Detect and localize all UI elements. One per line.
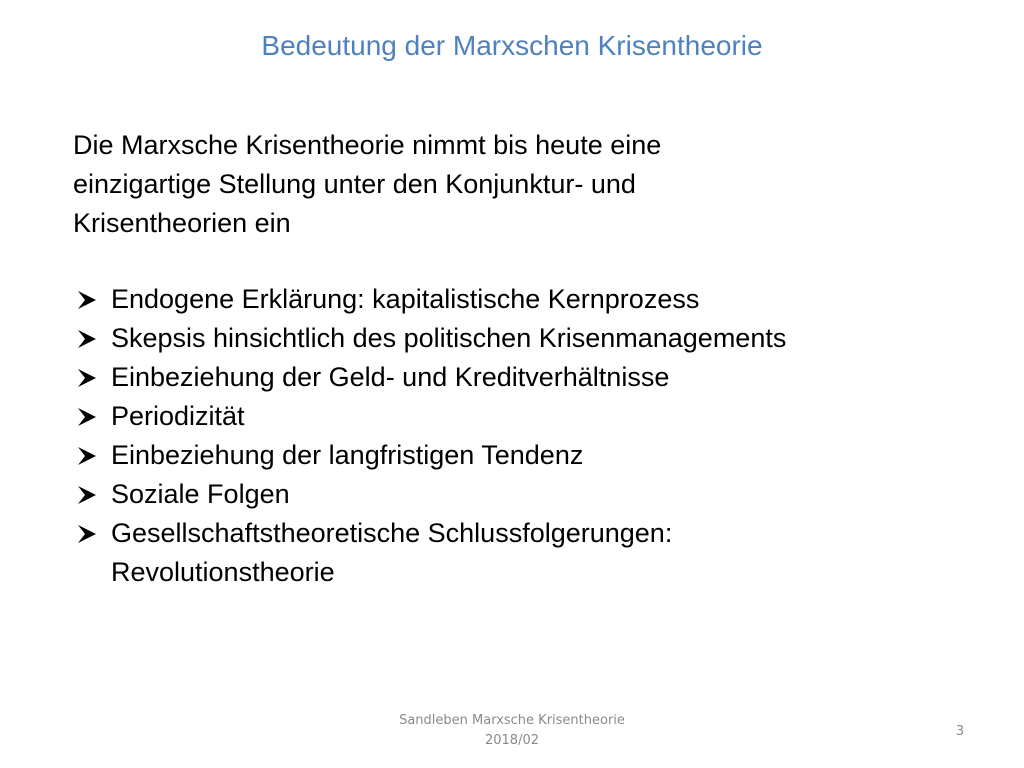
arrowhead-bullet-icon xyxy=(75,436,101,475)
bullet-item-endogenous xyxy=(73,280,993,319)
bullet-list xyxy=(73,280,993,592)
arrowhead-bullet-icon xyxy=(75,319,101,358)
bullet-text: Soziale Folgen xyxy=(111,479,290,509)
intro-paragraph: Die Marxsche Krisentheorie nimmt bis heute eine einzigartige Stellung unter den Konjunktur- und Krisentheorien ein xyxy=(73,130,662,238)
footer-text: Sandleben Marxsche Krisentheorie 2018/02 xyxy=(399,713,625,748)
bullet-item-tendenz xyxy=(73,436,993,475)
page-number: 3 xyxy=(955,724,965,739)
bullet-text: Gesellschaftstheoretische Schlussfolgerungen: Revolutionstheorie xyxy=(111,518,673,587)
arrowhead-bullet-icon xyxy=(75,280,101,319)
slide-body xyxy=(73,126,993,592)
bullet-text: Endogene Erklärung: kapitalistische Kernprozess xyxy=(111,284,700,314)
bullet-text: Skepsis hinsichtlich des politischen Krisenmanagements xyxy=(111,323,787,353)
bullet-item-periodizitaet xyxy=(73,397,993,436)
arrowhead-bullet-icon xyxy=(75,475,101,514)
bullet-item-schlussfolgerungen xyxy=(73,514,993,592)
slide-title: Bedeutung der Marxschen Krisentheorie xyxy=(261,30,763,61)
bullet-item-geld-kredit xyxy=(73,358,993,397)
bullet-text: Periodizität xyxy=(111,401,245,431)
bullet-text: Einbeziehung der langfristigen Tendenz xyxy=(111,440,584,470)
arrowhead-bullet-icon xyxy=(75,514,101,553)
bullet-text: Einbeziehung der Geld- und Kreditverhältnisse xyxy=(111,362,670,392)
bullet-item-skepsis xyxy=(73,319,993,358)
arrowhead-bullet-icon xyxy=(75,358,101,397)
arrowhead-bullet-icon xyxy=(75,397,101,436)
bullet-item-soziale-folgen xyxy=(73,475,993,514)
